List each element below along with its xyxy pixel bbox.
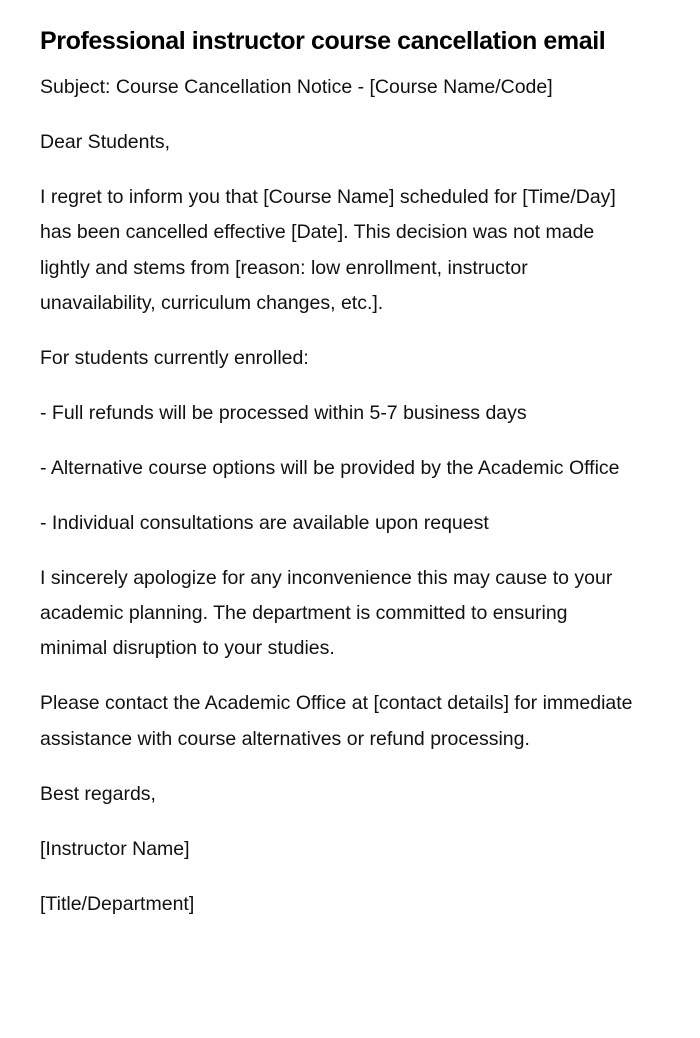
body-paragraph: I regret to inform you that [Course Name] scheduled for [Time/Day] has been cancelled effective [Date]. This decision was not made lightly and stems from [reason: low enrollment, instructor unavailability, curriculum changes, etc.]. <box>40 185 616 314</box>
list-item: - Alternative course options will be provided by the Academic Office <box>40 456 620 479</box>
body-paragraph: For students currently enrolled: <box>40 346 309 369</box>
subject-line: Subject: Course Cancellation Notice - [Course Name/Code] <box>40 76 553 98</box>
greeting: Dear Students, <box>40 130 171 153</box>
signature-name: [Instructor Name] <box>40 837 190 860</box>
document-title: Professional instructor course cancellation email <box>40 27 606 55</box>
closing: Best regards, <box>40 782 156 805</box>
signature-title: [Title/Department] <box>40 892 195 915</box>
list-item: - Full refunds will be processed within 5-7 business days <box>40 401 527 424</box>
body-paragraph: Please contact the Academic Office at [contact details] for immediate assistance with course alternatives or refund processing. <box>40 692 633 750</box>
list-item: - Individual consultations are available upon request <box>40 511 489 534</box>
body-paragraph: I sincerely apologize for any inconvenience this may cause to your academic planning. The department is committed to ensuring minimal disruption to your studies. <box>40 566 613 660</box>
